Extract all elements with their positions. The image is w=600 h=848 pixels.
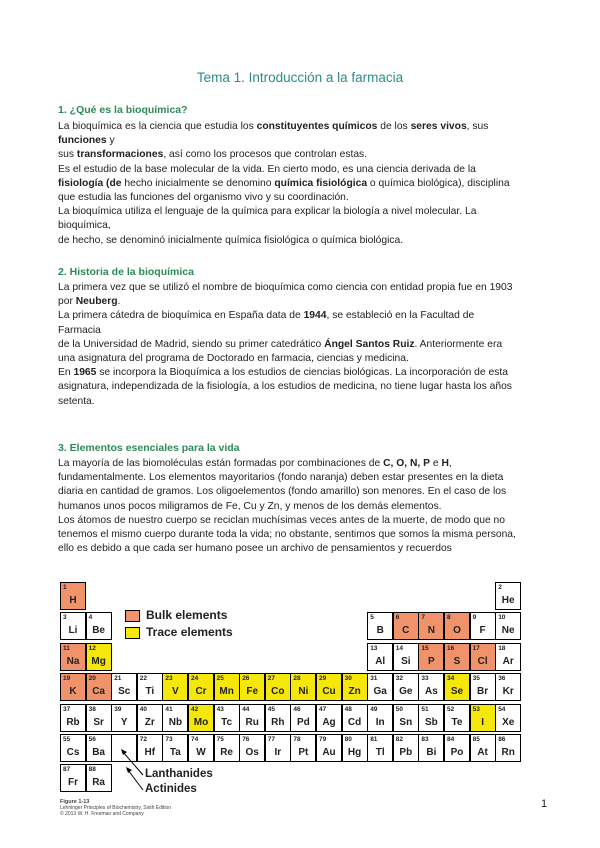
figure-caption-title: Figure 1-13 [60,799,90,805]
lanthanides-arrow [123,752,143,775]
element-symbol: As [424,686,438,698]
text-run: . [117,296,121,308]
atomic-number: 27 [267,675,276,683]
atomic-number: 48 [344,705,352,713]
bold-text: 1944 [303,310,327,322]
atomic-number: 20 [88,675,96,683]
atomic-number: 21 [114,675,122,683]
element-symbol: Ta [169,747,181,758]
text-run: , así como los procesos que controlan estas. [163,149,368,161]
atomic-number: 33 [421,675,429,683]
atomic-number: 47 [319,705,327,713]
element-symbol: Li [68,625,78,637]
text-run: . Anteriormente era [414,338,503,350]
text-run: por [58,296,76,308]
bold-text: constituyentes químicos [256,121,378,132]
element-symbol: Zn [348,686,361,698]
atomic-number: 18 [498,644,506,652]
atomic-number: 25 [216,675,224,683]
element-symbol: Te [451,716,463,728]
element-symbol: Ge [399,686,413,698]
element-symbol: Ga [373,686,387,698]
atomic-number: 54 [498,705,506,713]
text-run: La primera vez que se utilizó el nombre de bioquímica como ciencia con entidad propia fue en 1903 [58,282,513,293]
atomic-number: 17 [472,644,480,652]
atomic-number: 31 [370,675,378,683]
text-run: , se estableció en la Facultad de [326,310,475,322]
element-symbol: He [501,595,515,606]
atomic-number: 36 [498,675,506,683]
element-symbol: N [427,625,435,637]
atomic-number: 23 [165,675,173,683]
element-symbol: S [453,655,461,667]
atomic-number: 38 [88,705,96,713]
bold-text: Neuberg [75,296,118,308]
text-run: humanos unos pocos miligramos de Fe, Cu y Zn, y menos de los demás elementos. [58,500,442,512]
element-symbol: Na [66,655,80,667]
lanthanides-label: Lanthanides [145,768,213,780]
atomic-number: 85 [472,736,480,743]
atomic-number: 87 [63,766,71,774]
atomic-number: 77 [267,736,276,743]
element-symbol: Ru [245,716,259,728]
actinides-arrowhead [126,767,132,773]
element-symbol: W [196,747,206,758]
element-symbol: Os [245,747,259,758]
text-run: En [58,367,74,379]
atomic-number: 32 [395,675,404,683]
text-run: de la Universidad de Madrid, siendo su primer catedrático [58,338,325,350]
element-symbol: Ti [145,686,155,698]
element-symbol: Kr [502,686,514,698]
element-symbol: Al [375,655,386,667]
bold-text: C, O, N, P [383,458,431,469]
atomic-number: 15 [421,644,429,652]
element-symbol: O [453,625,461,637]
atomic-number: 34 [447,675,455,683]
bold-text: 1965 [73,367,97,379]
atomic-number: 43 [216,705,224,713]
atomic-number: 16 [447,644,455,652]
text-run: , [448,458,452,469]
atomic-number: 11 [63,644,70,652]
atomic-number: 5 [370,614,374,622]
text-run: , sus [466,121,489,132]
atomic-number: 24 [191,675,199,683]
atomic-number: 50 [395,705,404,713]
text-run: diaria en cantidad de gramos. Los oligoelementos (fondo amarillo) son menores. En el caso de los [58,486,507,498]
element-symbol: Hg [347,747,362,758]
text-run: e [430,458,442,469]
text-run: La bioquímica utiliza el lenguaje de la química para explicar la biología a nivel molecular. La [58,206,477,218]
atomic-number: 7 [421,614,426,622]
element-symbol: Sr [93,716,104,728]
atomic-number: 40 [139,705,148,713]
text-run: y [106,135,115,147]
element-symbol: Zr [144,716,155,728]
text-run: fundamentalmente. Los elementos mayoritarios (fondo naranja) deben estar presentes en la dieta [58,472,504,484]
atomic-number: 39 [114,705,122,713]
text-run: tenemos el mismo cuerpo durante toda la vida; no obstante, sentimos que somos la misma persona, [58,529,516,541]
element-symbol: Be [92,625,105,637]
element-symbol: In [375,716,385,728]
element-symbol: B [376,625,384,637]
element-symbol: Tc [221,716,233,728]
section-heading-3: 3. Elementos esenciales para la vida [58,442,240,454]
atomic-number: 19 [63,675,71,683]
element-symbol: Sb [425,716,438,728]
figure-caption [60,799,171,817]
text-run: La primera cátedra de bioquímica en España data de [58,310,304,322]
atomic-number: 29 [319,675,327,683]
text-run: bioquímica, [58,220,111,232]
text-run: de hecho, se denominó inicialmente química fisiológica o química biológica. [58,234,404,246]
atomic-number: 84 [447,736,455,743]
element-symbol: At [477,747,488,758]
bold-text: transformaciones [76,149,164,161]
atomic-number: 80 [344,736,352,743]
atomic-number: 37 [63,705,71,713]
element-symbol: Fr [68,777,78,789]
page-number: 1 [541,798,548,810]
atomic-number: 41 [165,705,173,713]
text-run: ello es debido a que cada ser humano posee un archivo de pensamientos y recuerdos [58,543,452,555]
legend-trace-label: Trace elements [146,625,233,639]
atomic-number: 13 [370,644,378,652]
element-symbol: Cd [347,716,362,728]
section-heading-2: 2. Historia de la bioquímica [58,266,194,278]
atomic-number: 82 [395,736,404,743]
text-run: La mayoría de las biomoléculas están formadas por combinaciones de [58,458,384,469]
atomic-number: 8 [447,614,451,622]
element-symbol: Po [450,747,464,758]
element-symbol: Br [477,686,489,698]
page-title: Tema 1. Introducción a la farmacia [196,70,404,85]
element-symbol: Xe [502,716,515,728]
element-symbol: Ca [92,686,105,698]
atomic-number: 9 [472,614,477,622]
atomic-number: 4 [88,614,93,622]
atomic-number: 78 [293,736,301,743]
element-symbol: Mg [91,655,106,667]
bold-text: fisiología (de [58,177,122,189]
element-symbol: Re [220,747,233,758]
atomic-number: 14 [395,644,404,652]
atomic-number: 88 [88,766,96,774]
atomic-number: 49 [370,705,378,713]
element-symbol: Fe [246,686,259,698]
atomic-number: 22 [139,675,148,683]
atomic-number: 6 [395,614,400,622]
element-symbol: Sn [399,716,413,728]
text-run: de los [377,121,411,132]
text-run: hecho inicialmente se denomino [121,177,275,189]
element-symbol: H [69,595,77,606]
text-run: Los átomos de nuestro cuerpo se reciclan muchísimas veces antes de la muerte, de modo que no [58,514,506,526]
atomic-number: 35 [472,675,480,683]
atomic-number: 51 [421,705,429,713]
atomic-number: 46 [293,705,301,713]
element-symbol: Au [322,747,336,758]
atomic-number: 73 [165,736,173,743]
text-run: La bioquímica es la ciencia que estudia los [58,121,257,132]
element-symbol: Ag [322,716,336,728]
element-symbol: Ir [274,747,282,758]
lanthanides-arrowhead [121,749,127,755]
atomic-number: 26 [242,675,250,683]
element-symbol: Rn [501,747,515,758]
atomic-number: 2 [498,584,502,591]
element-symbol: Cl [477,655,488,667]
text-run: Farmacia [58,324,101,336]
text-run: asignatura, independizada de la fisiología, a los estudios de medicina, no tiene lugar hasta los años [58,381,512,393]
section-heading-1: 1. ¿Qué es la bioquímica? [58,104,188,116]
text-run: que estudia las funciones del organismo vivo y su coordinación. [58,192,349,204]
atomic-number: 74 [191,736,199,743]
element-symbol: Ni [298,686,309,698]
text-run: o química biológica), disciplina [367,177,510,189]
atomic-number: 86 [498,736,506,743]
element-symbol: Co [271,686,285,698]
element-symbol: Bi [426,747,437,758]
atomic-number: 75 [216,736,224,743]
atomic-number: 81 [370,736,378,743]
text-run: sus [58,149,77,161]
bold-text: química fisiológica [274,177,368,189]
text-run: se incorpora la Bioquímica a los estudios de ciencias biológicas. La incorporación de esta [96,367,508,379]
actinides-label: Actinides [145,783,197,795]
atomic-number: 72 [139,736,148,743]
element-symbol: Nb [168,716,183,728]
atomic-number: 76 [242,736,250,743]
atomic-number: 55 [63,736,71,743]
element-symbol: Y [120,716,128,728]
text-run: una asignatura del programa de Doctorado en farmacia, ciencias y medicina. [58,353,409,365]
element-symbol: F [479,625,486,637]
element-symbol: Cu [322,686,336,698]
bold-text: seres vivos [410,121,467,132]
bold-text: H [441,458,449,469]
bold-text: funciones [58,135,107,147]
atomic-number: 12 [88,644,96,652]
element-symbol: V [172,686,179,698]
figure-caption-line: Lehninger Principles of Biochemistry, Sixth Edition [60,805,172,811]
element-symbol: K [69,686,77,698]
element-symbol: Ne [501,625,515,637]
element-symbol: Pb [399,747,413,758]
element-symbol: I [481,716,484,728]
atomic-number: 44 [242,705,250,713]
element-symbol: Pt [298,747,309,758]
element-symbol: Ar [502,655,514,667]
atomic-number: 30 [344,675,352,683]
figure-caption-line: © 2013 W. H. Freeman and Company [60,811,144,817]
bold-text: Ángel Santos Ruiz [324,338,415,350]
text-run: setenta. [58,395,95,407]
element-symbol: Mn [219,686,234,698]
element-symbol: Se [450,686,464,698]
text-run: Es el estudio de la base molecular de la vida. En cierto modo, es una ciencia derivada de la [58,163,476,175]
element-symbol: Mo [193,716,209,728]
element-symbol: Hf [144,747,156,758]
atomic-number: 45 [267,705,276,713]
element-symbol: Cs [66,747,80,758]
element-symbol: Si [401,655,411,667]
element-symbol: Sc [118,686,131,698]
atomic-number: 53 [472,705,480,713]
element-symbol: C [402,625,410,637]
atomic-number: 28 [293,675,301,683]
atomic-number: 79 [319,736,327,743]
element-symbol: Rh [271,716,285,728]
atomic-number: 52 [447,705,455,713]
atomic-number: 83 [421,736,429,743]
atomic-number: 10 [498,614,506,622]
element-symbol: Pd [297,716,310,728]
element-symbol: Cr [195,686,207,698]
atomic-number: 1 [63,584,67,591]
element-symbol: Ra [92,777,105,789]
element-symbol: Rb [66,716,80,728]
legend-bulk-label: Bulk elements [146,608,228,622]
element-symbol: Ba [92,747,105,758]
atomic-number: 56 [88,736,96,743]
atomic-number: 3 [63,614,67,622]
element-symbol: Tl [375,747,385,758]
element-symbol: P [428,655,435,667]
atomic-number: 42 [191,705,199,713]
